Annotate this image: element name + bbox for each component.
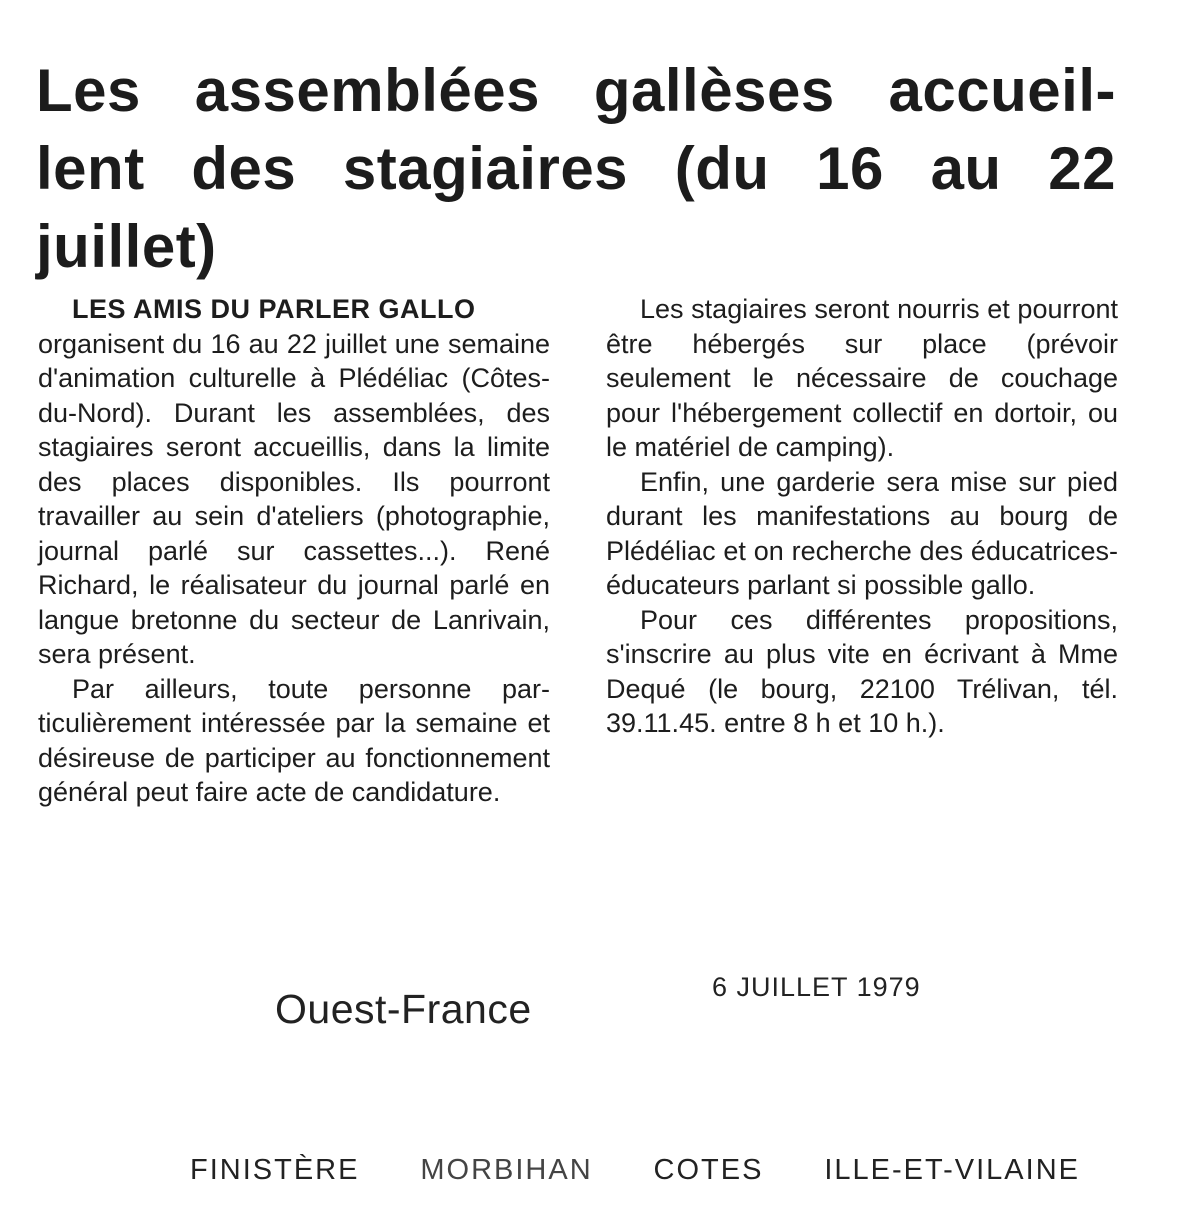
headline-line-1: Les assemblées gallèses accueil- xyxy=(36,57,1116,124)
region-finistere: FINISTÈRE xyxy=(190,1154,360,1186)
article-column-right xyxy=(606,292,1118,741)
right-paragraph-3: Pour ces différentes propositions, s'inscrire au plus vite en écrivant à Mme Dequé (le bourg, 22100 Trélivan, tél. 39.11.45. entre 8 h et 10 h.). xyxy=(606,604,1118,738)
article-lead-in: LES AMIS DU PARLER GALLO xyxy=(72,294,476,324)
right-paragraph-1: Les stagiaires seront nourris et pourront être hébergés sur place (prévoir seulement le nécessaire de couchage pour l'hébergement collectif en dortoir, ou le matériel de camping). xyxy=(606,294,1118,462)
region-morbihan: MORBIHAN xyxy=(420,1154,593,1186)
article-column-left xyxy=(38,292,550,810)
region-cotes: COTES xyxy=(653,1154,764,1186)
right-paragraph-2: Enfin, une garderie sera mise sur pied durant les manifestations au bourg de Plédéliac et on recherche des éducatrices-éducateurs parlant si possible gallo. xyxy=(606,466,1118,600)
article-headline xyxy=(36,52,1116,286)
publication-date: 6 JUILLET 1979 xyxy=(712,972,921,1002)
left-paragraph-2: Par ailleurs, toute personne particulièrement intéressée par la semaine et désireuse de participer au fonctionnement général peut faire acte de candidature. xyxy=(38,673,550,807)
headline-line-2: lent des stagiaires (du 16 au 22 xyxy=(36,135,1116,202)
newspaper-source: Ouest-France xyxy=(275,986,532,1032)
left-paragraph-1: organisent du 16 au 22 juillet une semaine d'animation culturelle à Plédéliac (Côtes-du-Nord). Durant les assemblées, des stagiaires seront accueillis, dans la limite des places disponibles. Ils pourront travailler au sein d'ateliers (photographie, journal parlé sur cassettes...). René Richard, le réalisateur du journal parlé en langue bretonne du secteur de Lanrivain, sera présent. xyxy=(38,328,550,669)
headline-line-3: juillet) xyxy=(36,213,217,280)
region-list xyxy=(190,1154,1080,1187)
region-ille-et-vilaine: ILLE-ET-VILAINE xyxy=(824,1154,1080,1186)
